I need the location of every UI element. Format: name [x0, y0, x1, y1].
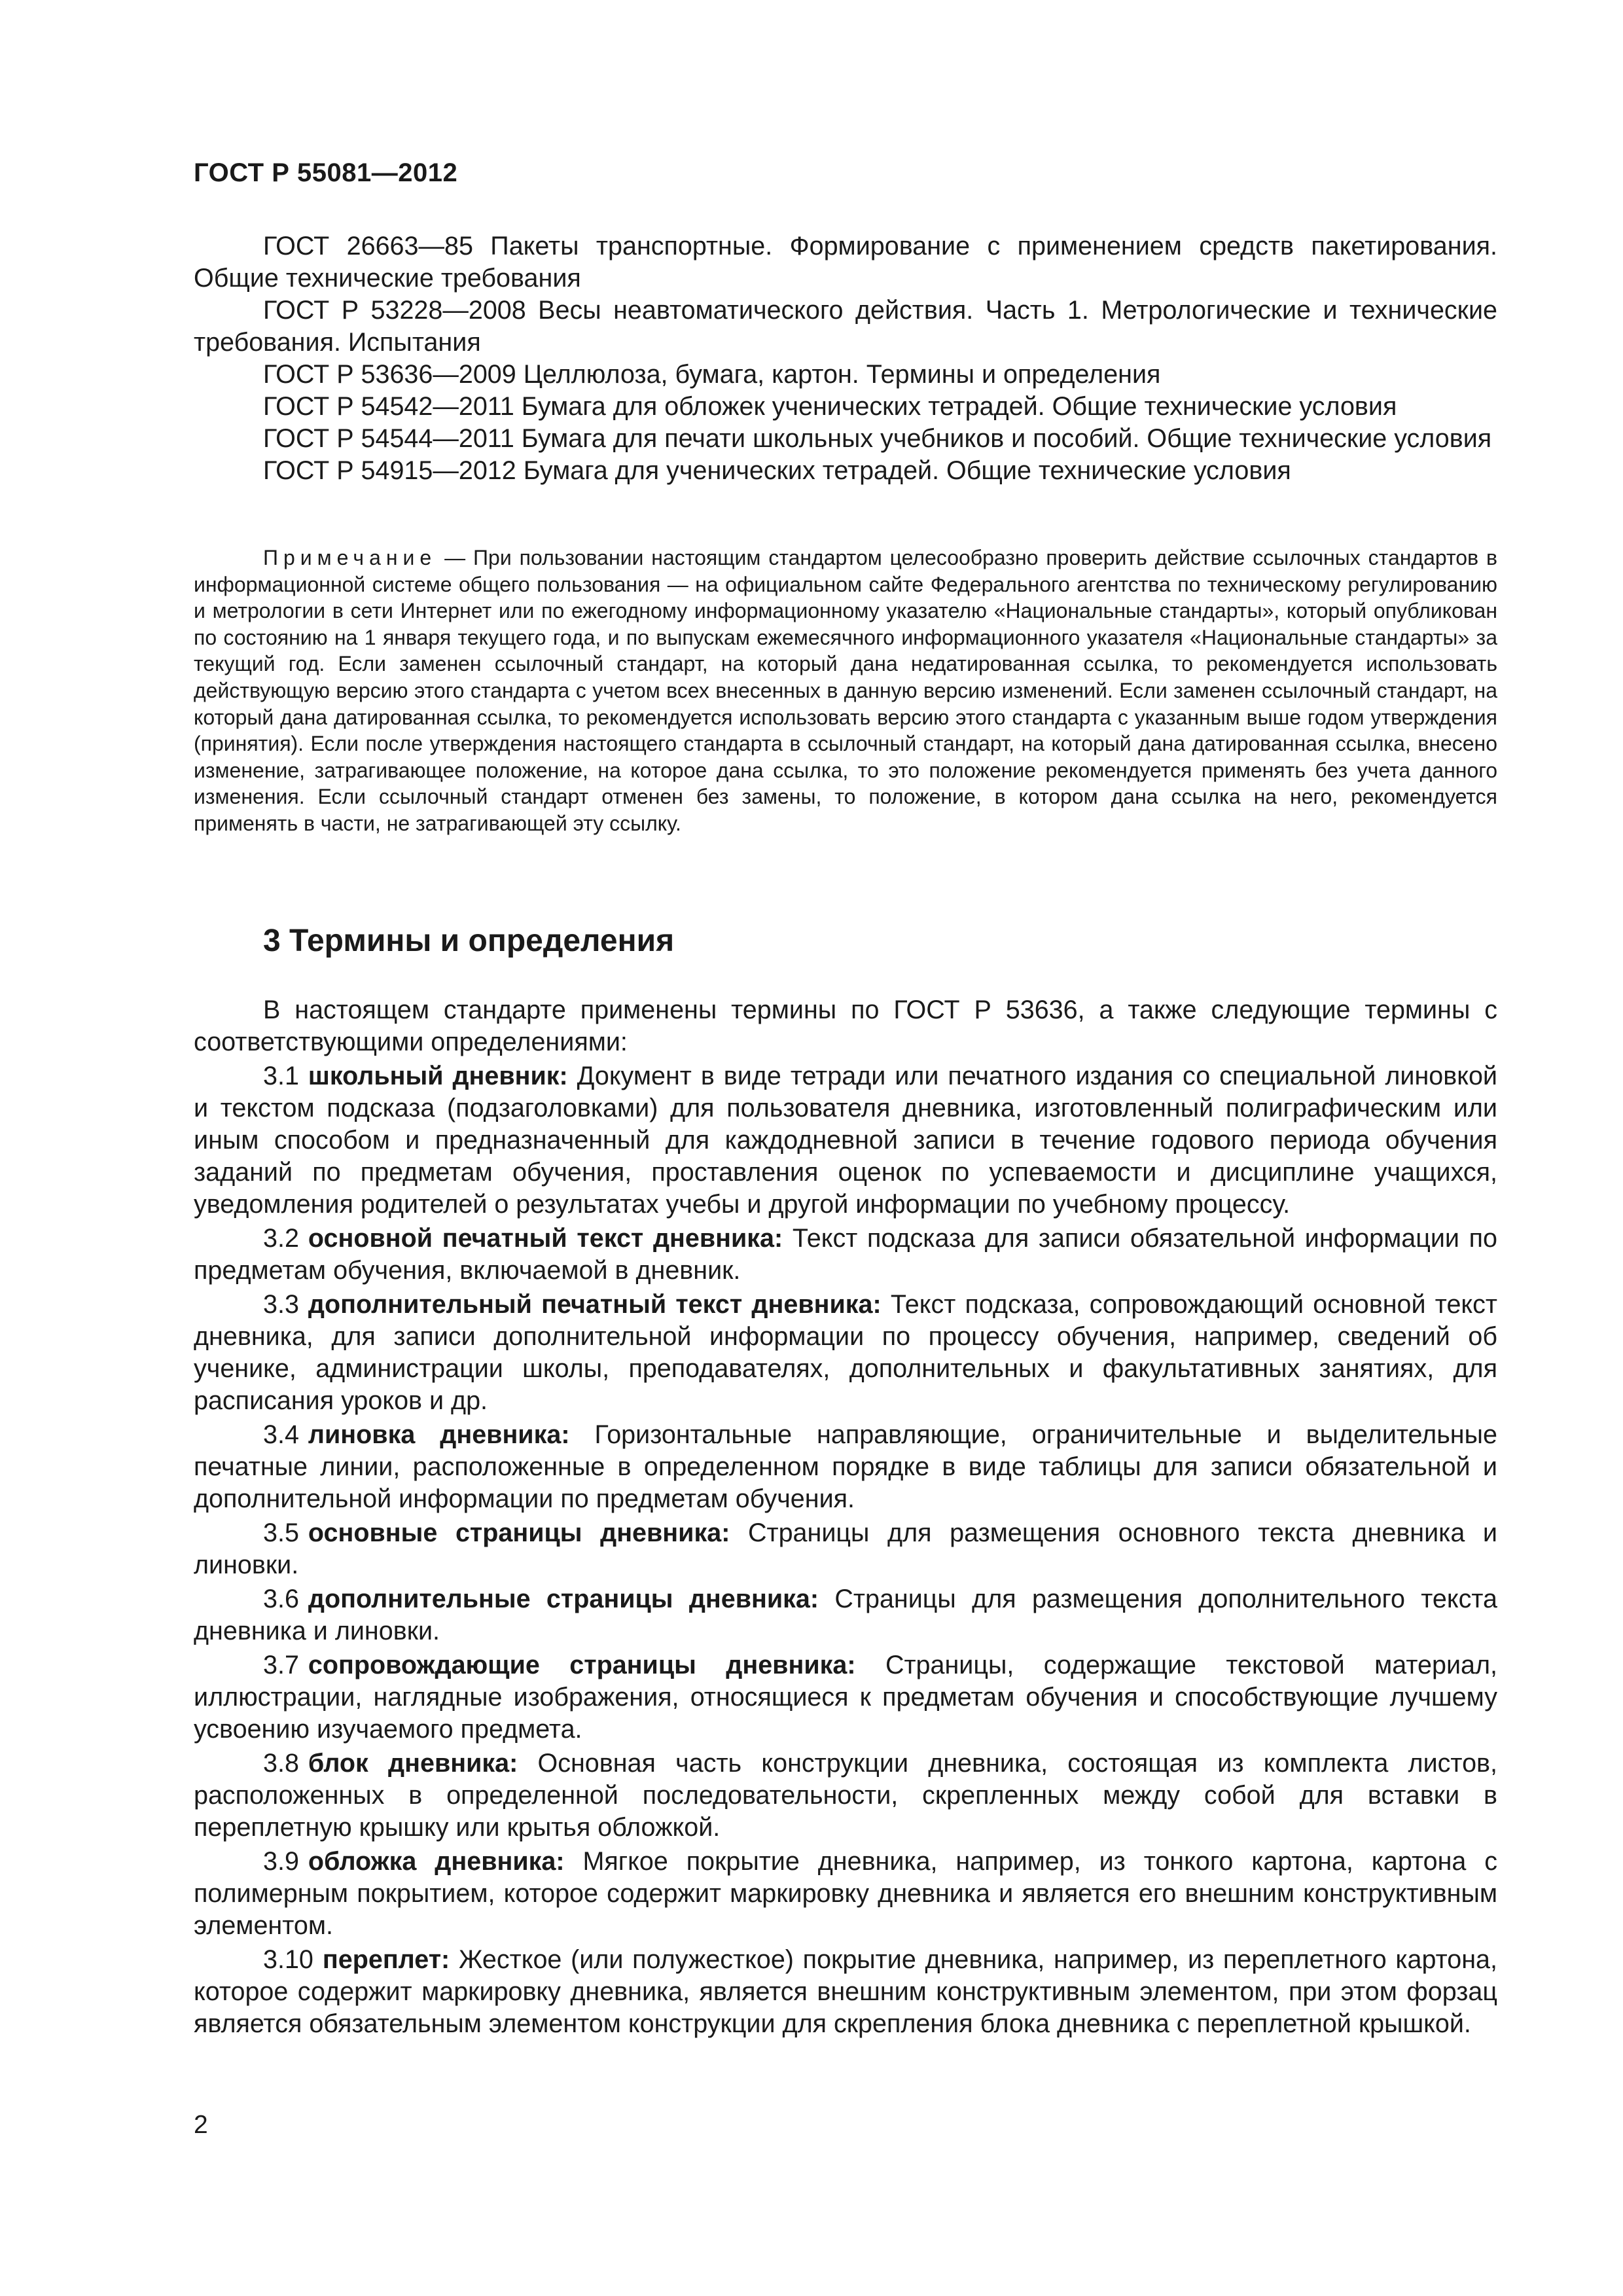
- reference-item: ГОСТ Р 53636—2009 Целлюлоза, бумага, картон. Термины и определения: [263, 360, 1161, 389]
- term-definition: Страницы для размещения дополнительного текста дневника и линовки.: [194, 1585, 1497, 1645]
- normative-references: [194, 230, 1497, 487]
- reference-item: ГОСТ Р 54544—2011 Бумага для печати школьных учебников и пособий. Общие технические условия: [263, 424, 1492, 453]
- reference-item: ГОСТ Р 53228—2008 Весы неавтоматического действия. Часть 1. Метрологические и технические требования. Испытания: [194, 296, 1497, 357]
- reference-item: ГОСТ 26663—85 Пакеты транспортные. Формирование с применением средств пакетирования. Общие технические требования: [194, 232, 1497, 293]
- term-item: [194, 1748, 1497, 1844]
- term-item: [194, 1944, 1497, 2040]
- term-number: 3.3: [263, 1290, 299, 1319]
- term-name: школьный дневник:: [308, 1062, 568, 1090]
- term-item: [194, 1649, 1497, 1746]
- term-definition: Текст подсказа, сопровождающий основной текст дневника, для записи дополнительной информации по процессу обучения, например, сведений об ученике, администрации школы, преподавателях, дополнительных и факультативных занятиях, для расписания уроков и др.: [194, 1290, 1497, 1415]
- term-number: 3.8: [263, 1749, 299, 1778]
- term-item: [194, 1419, 1497, 1515]
- term-number: 3.2: [263, 1224, 299, 1253]
- term-name: линовка дневника:: [308, 1420, 570, 1449]
- reference-item: ГОСТ Р 54542—2011 Бумага для обложек ученических тетрадей. Общие технические условия: [263, 392, 1397, 421]
- term-name: блок дневника:: [308, 1749, 518, 1778]
- term-number: 3.7: [263, 1651, 299, 1679]
- section-title: 3 Термины и определения: [263, 924, 675, 958]
- term-number: 3.4: [263, 1420, 299, 1449]
- term-definition: Горизонтальные направляющие, ограничительные и выделительные печатные линии, расположенные в определенном порядке в виде таблицы для записи обязательной и дополнительной информации по предметам обучения.: [194, 1420, 1497, 1513]
- term-name: основные страницы дневника:: [308, 1518, 730, 1547]
- term-number: 3.9: [263, 1847, 299, 1876]
- term-name: переплет:: [322, 1945, 450, 1974]
- term-item: [194, 1223, 1497, 1287]
- note-label: Примечание: [263, 546, 437, 569]
- term-definition: Мягкое покрытие дневника, например, из тонкого картона, картона с полимерным покрытием, которое содержит маркировку дневника и является его внешним конструктивным элементом.: [194, 1847, 1498, 1940]
- page-number: 2: [194, 2111, 208, 2139]
- term-name: основной печатный текст дневника:: [308, 1224, 783, 1253]
- term-item: [194, 1517, 1497, 1581]
- term-item: [194, 1060, 1497, 1221]
- note-text: — При пользовании настоящим стандартом целесообразно проверить действие ссылочных стандартов в информационной системе общего пользования — на официальном сайте Федерального агентства по техническому регулированию и метрологии в сети Интернет или по ежегодному информационному указателю «Национальные стандарты», который опубликован по состоянию на 1 января текущего года, и по выпускам ежемесячного информационного указателя «Национальные стандарты» за текущий год. Если заменен ссылочный стандарт, на который дана недатированная ссылка, то рекомендуется использовать действующую версию этого стандарта с учетом всех внесенных в данную версию изменений. Если заменен ссылочный стандарт, на который дана датированная ссылка, то рекомендуется использовать версию этого стандарта с указанным выше годом утверждения (принятия). Если после утверждения настоящего стандарта в ссылочный стандарт, на который дана датированная ссылка, внесено изменение, затрагивающее положение, на которое дана ссылка, то это положение рекомендуется применять без учета данного изменения. Если ссылочный стандарт отменен без замены, то положение, в котором дана ссылка на него, рекомендуется применять в части, не затрагивающей эту ссылку.: [194, 546, 1498, 835]
- document-header: ГОСТ Р 55081—2012: [194, 158, 458, 187]
- term-item: [194, 1846, 1497, 1942]
- term-definition: Жесткое (или полужесткое) покрытие дневника, например, из переплетного картона, которое содержит маркировку дневника, является внешним конструктивным элементом, при этом форзац является обязательным элементом конструкции для скрепления блока дневника с переплетной крышкой.: [194, 1945, 1497, 2038]
- term-definition: Текст подсказа для записи обязательной информации по предметам обучения, включаемой в дневник.: [194, 1224, 1497, 1285]
- term-number: 3.6: [263, 1585, 299, 1613]
- term-name: дополнительные страницы дневника:: [308, 1585, 819, 1613]
- term-name: дополнительный печатный текст дневника:: [308, 1290, 882, 1319]
- term-name: сопровождающие страницы дневника:: [308, 1651, 856, 1679]
- term-definition: Основная часть конструкции дневника, состоящая из комплекта листов, расположенных в определенной последовательности, скрепленных между собой для вставки в переплетную крышку или крытья обложкой.: [194, 1749, 1497, 1842]
- note-paragraph: [194, 545, 1497, 837]
- note-block: [194, 545, 1497, 837]
- term-item: [194, 1583, 1497, 1647]
- term-item: [194, 1289, 1497, 1417]
- term-name: обложка дневника:: [308, 1847, 565, 1876]
- section-intro: В настоящем стандарте применены термины по ГОСТ Р 53636, а также следующие термины с соответствующими определениями:: [194, 996, 1497, 1056]
- term-definition: Документ в виде тетради или печатного издания со специальной линовкой и текстом подсказа (подзаголовками) для пользователя дневника, изготовленный полиграфическим или иным способом и предназначенный для каждодневной записи в течение годового периода обучения заданий по предметам обучения, проставления оценок по успеваемости и дисциплине учащихся, уведомления родителей о результатах учебы и другой информации по учебному процессу.: [194, 1062, 1497, 1219]
- term-number: 3.10: [263, 1945, 313, 1974]
- term-number: 3.1: [263, 1062, 299, 1090]
- term-definition: Страницы для размещения основного текста дневника и линовки.: [194, 1518, 1497, 1579]
- term-definition: Страницы, содержащие текстовой материал, иллюстрации, наглядные изображения, относящиеся к предметам обучения и способствующие лучшему усвоению изучаемого предмета.: [194, 1651, 1498, 1744]
- terms-list: [194, 994, 1497, 2042]
- reference-item: ГОСТ Р 54915—2012 Бумага для ученических тетрадей. Общие технические условия: [263, 456, 1291, 485]
- term-number: 3.5: [263, 1518, 299, 1547]
